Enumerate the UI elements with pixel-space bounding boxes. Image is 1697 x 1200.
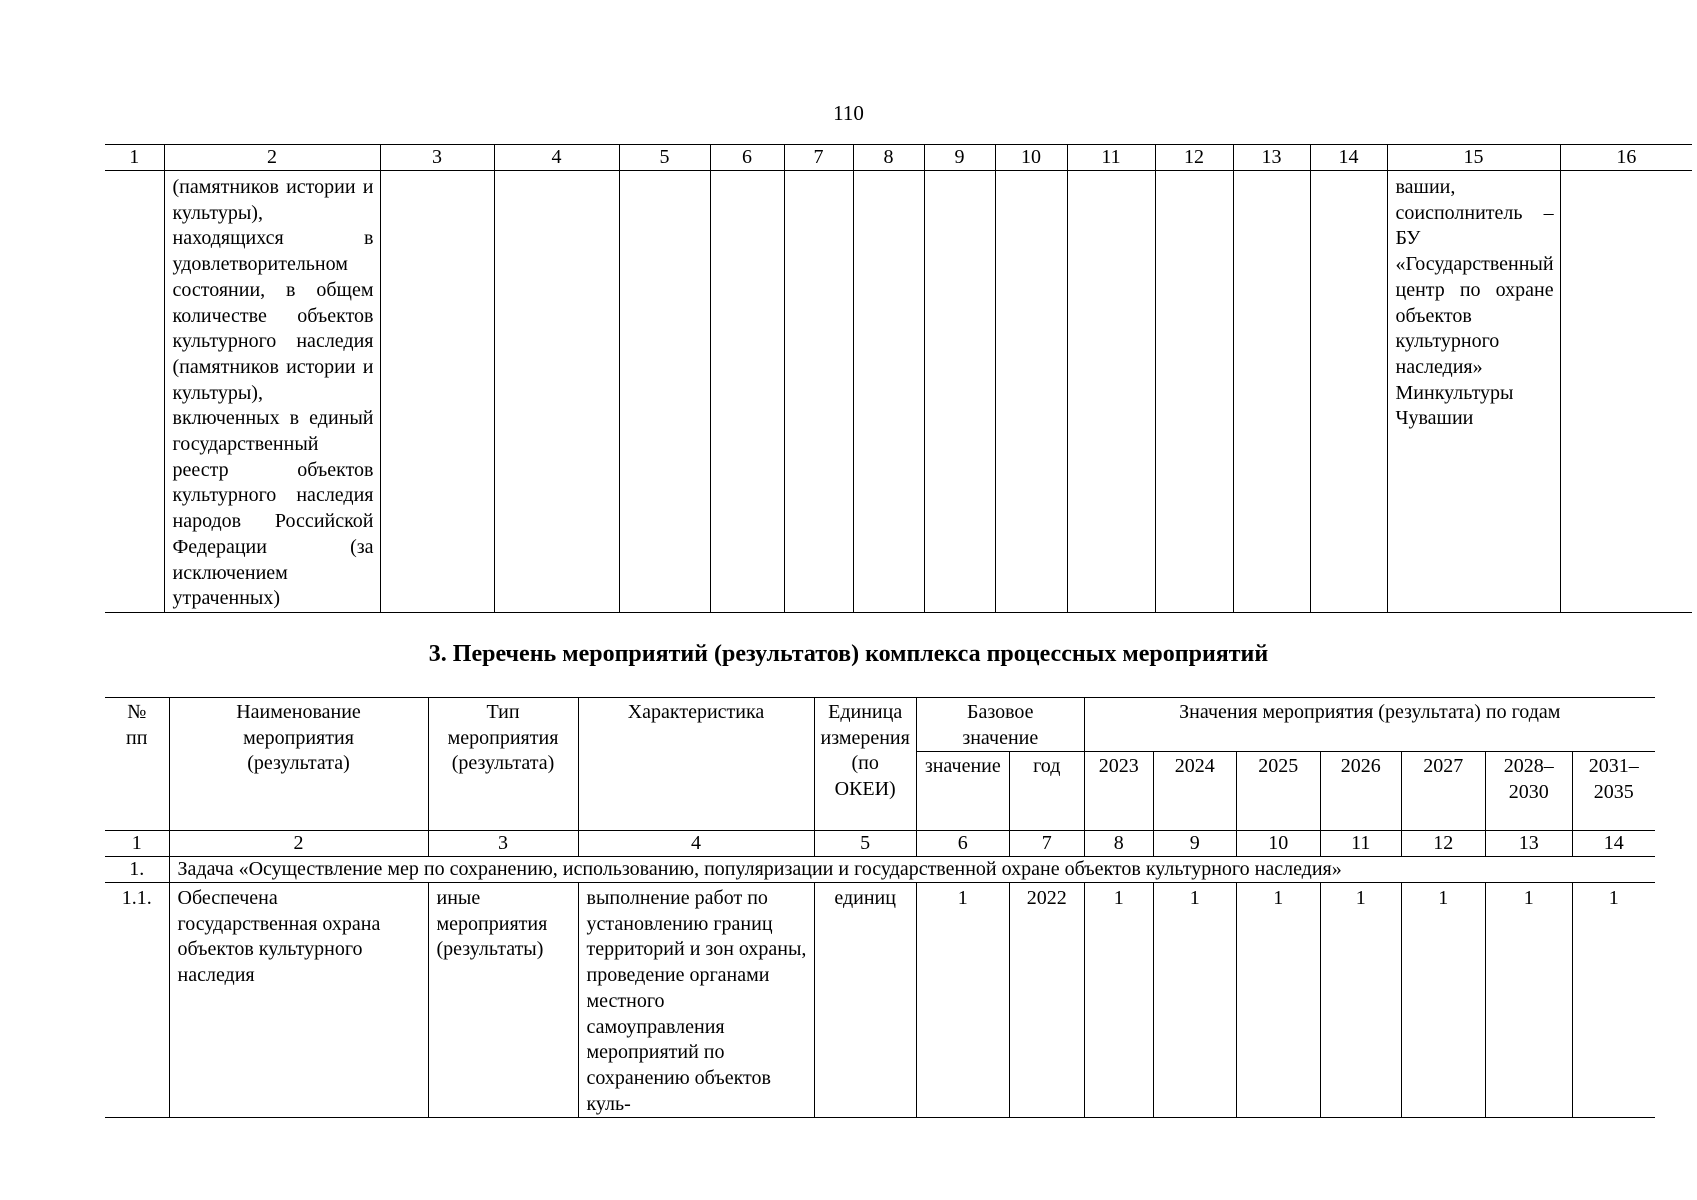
column-number: 2 (164, 145, 380, 171)
header-year: 2028–2030 (1485, 752, 1572, 831)
column-number: 13 (1233, 145, 1310, 171)
empty-cell (1560, 171, 1692, 613)
header-name: Наименование мероприятия (результата) (169, 698, 428, 831)
header-row (105, 698, 1655, 752)
column-number: 6 (710, 145, 784, 171)
column-number: 7 (1009, 831, 1084, 857)
activity-value-2028-2030: 1 (1485, 883, 1572, 1118)
header-year: 2026 (1320, 752, 1401, 831)
column-number: 1 (105, 145, 164, 171)
column-number: 8 (853, 145, 924, 171)
header-values-by-year: Значения мероприятия (результата) по годам (1084, 698, 1655, 752)
continued-row (105, 171, 1692, 613)
header-base-value: значение (916, 752, 1009, 831)
column-number-row (105, 831, 1655, 857)
activity-value-2024: 1 (1153, 883, 1236, 1118)
header-num: № пп (105, 698, 169, 831)
header-year: 2031–2035 (1572, 752, 1655, 831)
header-base: Базовое значение (916, 698, 1084, 752)
header-base-year: год (1009, 752, 1084, 831)
activity-base-year: 2022 (1009, 883, 1084, 1118)
activity-name: Обеспечена государственная охрана объектов культурного наследия (169, 883, 428, 1118)
header-characteristic: Характеристика (578, 698, 814, 831)
header-type: Тип мероприятия (результата) (428, 698, 578, 831)
empty-cell (924, 171, 995, 613)
activity-row (105, 883, 1655, 1118)
header-year: 2025 (1236, 752, 1320, 831)
column-number: 3 (380, 145, 494, 171)
column-number: 11 (1067, 145, 1155, 171)
header-year: 2023 (1084, 752, 1153, 831)
header-year: 2024 (1153, 752, 1236, 831)
column-number: 14 (1572, 831, 1655, 857)
empty-cell (105, 171, 164, 613)
empty-cell (710, 171, 784, 613)
header-unit: Единица измерения (по ОКЕИ) (814, 698, 916, 831)
activity-base-value: 1 (916, 883, 1009, 1118)
column-number: 9 (924, 145, 995, 171)
column-number: 14 (1310, 145, 1387, 171)
task-row (105, 857, 1655, 883)
column-number: 11 (1320, 831, 1401, 857)
column-number: 8 (1084, 831, 1153, 857)
empty-cell (380, 171, 494, 613)
activities-table (105, 697, 1655, 1118)
section-title: 3. Перечень мероприятий (результатов) комплекса процессных мероприятий (428, 641, 1269, 667)
column-number: 1 (105, 831, 169, 857)
column-number: 9 (1153, 831, 1236, 857)
column-number: 13 (1485, 831, 1572, 857)
activity-value-2031-2035: 1 (1572, 883, 1655, 1118)
column-number: 10 (1236, 831, 1320, 857)
column-number: 12 (1155, 145, 1233, 171)
page-number: 110 (833, 101, 864, 125)
empty-cell (784, 171, 853, 613)
column-number: 16 (1560, 145, 1692, 171)
activity-value-2026: 1 (1320, 883, 1401, 1118)
empty-cell (1310, 171, 1387, 613)
column-number: 5 (619, 145, 710, 171)
column-number: 6 (916, 831, 1009, 857)
column-number: 7 (784, 145, 853, 171)
empty-cell (1155, 171, 1233, 613)
task-text: Задача «Осуществление мер по сохранению, использованию, популяризации и государственной охране объектов культурного наследия» (169, 857, 1655, 883)
column-number: 12 (1401, 831, 1485, 857)
column-number-row (105, 145, 1692, 171)
column-number: 3 (428, 831, 578, 857)
empty-cell (619, 171, 710, 613)
column-number: 2 (169, 831, 428, 857)
activity-value-2025: 1 (1236, 883, 1320, 1118)
empty-cell (1067, 171, 1155, 613)
empty-cell (1233, 171, 1310, 613)
task-num: 1. (105, 857, 169, 883)
column-number: 5 (814, 831, 916, 857)
activity-value-2023: 1 (1084, 883, 1153, 1118)
empty-cell (494, 171, 619, 613)
column-number: 4 (494, 145, 619, 171)
empty-cell (995, 171, 1067, 613)
column-number: 10 (995, 145, 1067, 171)
indicator-name-continued: (памятников истории и культуры), находящихся в удовлетворительном состоянии, в общем количестве объектов культурного наследия (памятников истории и культуры), включенных в единый государственный реестр объектов культурного наследия народов Российской Федерации (за исключением утраченных) (164, 171, 380, 613)
continued-table (105, 144, 1692, 613)
activity-unit: единиц (814, 883, 916, 1118)
header-year: 2027 (1401, 752, 1485, 831)
column-number: 4 (578, 831, 814, 857)
column-number: 15 (1387, 145, 1560, 171)
activity-value-2027: 1 (1401, 883, 1485, 1118)
activity-characteristic: выполнение работ по установлению границ территорий и зон охраны, проведение органами местного самоуправления мероприятий по сохранению объектов куль- (578, 883, 814, 1118)
responsible-executor-continued: вашии, соисполнитель – БУ «Государственный центр по охране объектов культурного наследия» Минкультуры Чувашии (1387, 171, 1560, 613)
activity-type: иные мероприятия (результаты) (428, 883, 578, 1118)
empty-cell (853, 171, 924, 613)
activity-num: 1.1. (105, 883, 169, 1118)
